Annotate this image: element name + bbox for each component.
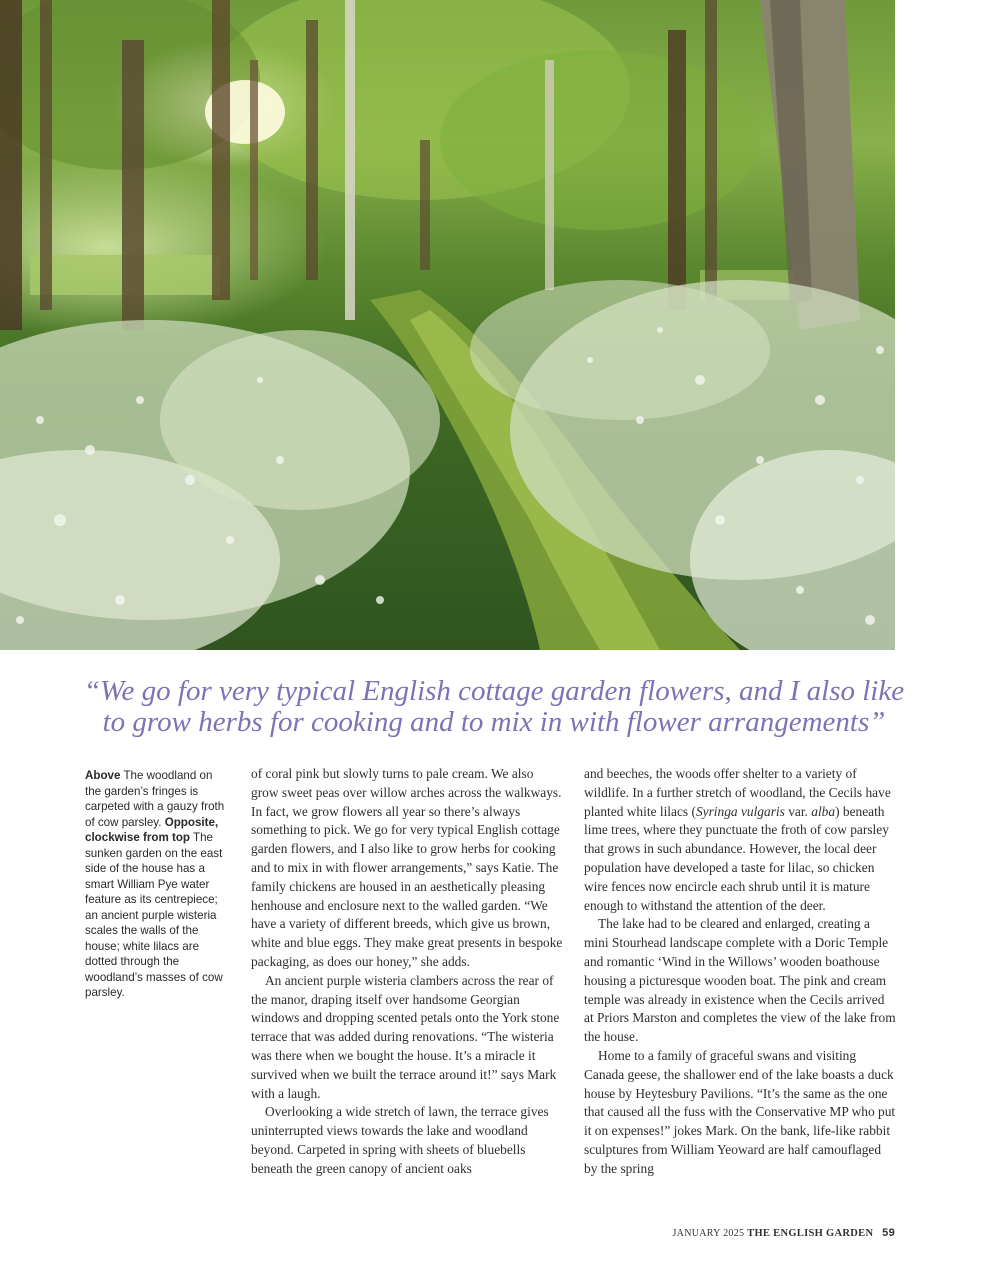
woodland-illustration	[0, 0, 895, 650]
column2-paragraph: The lake had to be cleared and enlarged, creating a mini Stourhead landscape complete with a Doric Temple and romantic ‘Wind in the Willows’ wooden boathouse housing a picturesque wooden boat. The pink and cream temple was already in existence when the Cecils arrived at Priors Marston and completes the view of the lake from the house.	[584, 916, 896, 1045]
botanical-variety: alba	[811, 803, 836, 819]
column1-paragraph: Overlooking a wide stretch of lawn, the terrace gives uninterrupted views towards the lake and woodland beyond. Carpeted in spring with sheets of bluebells beneath the green canopy of ancient oaks	[251, 1104, 549, 1176]
column1-paragraph: of coral pink but slowly turns to pale cream. We also grow sweet peas over willow arches across the walkways. In fact, we grow flowers all year so there’s always something to pick. We go for very typical English cottage garden flowers, and I also like to grow herbs for cooking and to mix in with flower arrangements,” says Katie. The family chickens are housed in an aesthetically pleasing henhouse and enclosure next to the walled garden. “We have a variety of different breeds, which give us brown, white and blue eggs. They make great presents in bespoke packaging, as does our honey,” she adds.	[251, 766, 563, 969]
page-number: 59	[882, 1227, 895, 1239]
magazine-name: THE ENGLISH GARDEN	[747, 1228, 874, 1239]
body-column-2	[584, 765, 896, 1179]
caption-above-label: Above	[85, 769, 121, 782]
column2-paragraph	[584, 765, 896, 915]
column1-paragraph: An ancient purple wisteria clambers across the rear of the manor, draping itself over handsome Georgian windows and dropping scented petals onto the York stone terrace that was added during renovations. “The wisteria was there when we bought the house. It’s a miracle it survived when we built the terrace around it!” says Mark with a laugh.	[251, 972, 560, 1101]
column2-paragraph: Home to a family of graceful swans and visiting Canada geese, the shallower end of the lake boasts a duck house by Heytesbury Pavilions. “It’s the same as the one that caused all the fuss with the Conservative MP who put it on expenses!” jokes Mark. On the bank, life-like rabbit sculptures from William Yeoward are half camouflaged by the spring	[584, 1047, 896, 1176]
botanical-name: Syringa vulgaris	[695, 803, 785, 819]
woodland-photo	[0, 0, 895, 650]
p1-text: ) beneath lime trees, where they punctuate the froth of cow parsley that grows in such abundance. However, the local deer population have developed a taste for lilac, so chicken wire fences now encircle each shrub until it is mature enough to withstand the attention of the deer.	[584, 803, 889, 913]
photo-caption	[85, 768, 231, 1001]
pull-quote: “We go for very typical English cottage garden flowers, and I also like to grow herbs for cooking and to mix in with flower arrangements”	[83, 675, 905, 738]
page-footer	[672, 1227, 895, 1239]
caption-above-text: The woodland on the garden’s fringes is carpeted with a gauzy froth of cow parsley.	[85, 769, 225, 829]
caption-opposite-text: The sunken garden on the east side of the house has a smart William Pye water feature as its centrepiece; an ancient purple wisteria scales the walls of the house; white lilacs are dotted through the woodland’s masses of cow parsley.	[85, 831, 223, 999]
body-column-1	[251, 765, 563, 1179]
caption-opposite-label: Opposite, clockwise from top	[85, 815, 219, 844]
p1-text: var.	[784, 803, 812, 819]
p1-text: and beeches, the woods offer shelter to a variety of wildlife. In a further stretch of woodland, the Cecils have planted white lilacs (	[584, 766, 891, 819]
issue-date: JANUARY 2025	[672, 1228, 745, 1239]
